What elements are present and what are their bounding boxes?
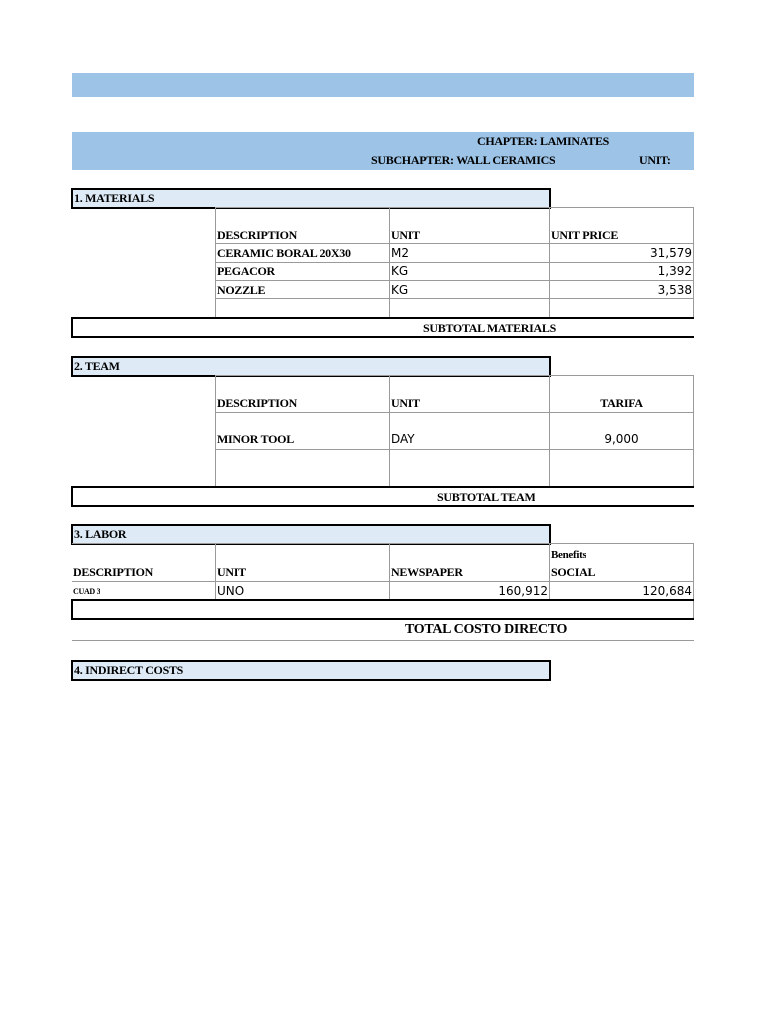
- labor-col-social: SOCIAL: [551, 565, 596, 579]
- labor-newspaper: 160,912: [498, 584, 548, 598]
- material-description: NOZZLE: [217, 283, 266, 297]
- labor-description: CUAD 3: [73, 587, 101, 596]
- labor-section-title: 3. LABOR: [74, 527, 127, 541]
- material-price: 3,538: [657, 283, 692, 297]
- team-col-tarifa: TARIFA: [600, 396, 643, 410]
- material-price: 1,392: [657, 264, 692, 278]
- table-row: [72, 582, 694, 600]
- team-unit: DAY: [391, 432, 415, 446]
- materials-col-description: DESCRIPTION: [217, 228, 298, 242]
- chapter-title: CHAPTER: LAMINATES: [477, 134, 610, 148]
- materials-col-unit: UNIT: [391, 228, 420, 242]
- team-col-unit: UNIT: [391, 396, 420, 410]
- labor-social: 120,684: [642, 584, 692, 598]
- team-subtotal-label: SUBTOTAL TEAM: [437, 490, 536, 504]
- labor-col-newspaper: NEWSPAPER: [391, 565, 463, 579]
- indirect-section-header: [71, 660, 551, 681]
- team-col-description: DESCRIPTION: [217, 396, 298, 410]
- team-section-title: 2. TEAM: [74, 359, 120, 373]
- team-description: MINOR TOOL: [217, 432, 294, 446]
- total-direct-cost-label: TOTAL COSTO DIRECTO: [405, 622, 568, 637]
- material-description: PEGACOR: [217, 264, 275, 278]
- labor-unit: UNO: [217, 584, 245, 598]
- team-rate: 9,000: [604, 432, 639, 446]
- materials-section-title: 1. MATERIALS: [74, 191, 155, 205]
- materials-col-unit-price: UNIT PRICE: [551, 228, 619, 242]
- materials-subtotal-label: SUBTOTAL MATERIALS: [423, 321, 556, 335]
- labor-col-unit: UNIT: [217, 565, 246, 579]
- material-description: CERAMIC BORAL 20X30: [217, 246, 351, 260]
- material-unit: M2: [391, 246, 409, 260]
- labor-col-benefits: Benefits: [551, 549, 587, 561]
- labor-col-description: DESCRIPTION: [73, 565, 154, 579]
- unit-label: UNIT:: [639, 153, 671, 167]
- material-unit: KG: [391, 264, 409, 278]
- indirect-section-title: 4. INDIRECT COSTS: [74, 663, 184, 677]
- material-price: 31,579: [650, 246, 692, 260]
- subchapter-title: SUBCHAPTER: WALL CERAMICS: [371, 153, 556, 167]
- material-unit: KG: [391, 283, 409, 297]
